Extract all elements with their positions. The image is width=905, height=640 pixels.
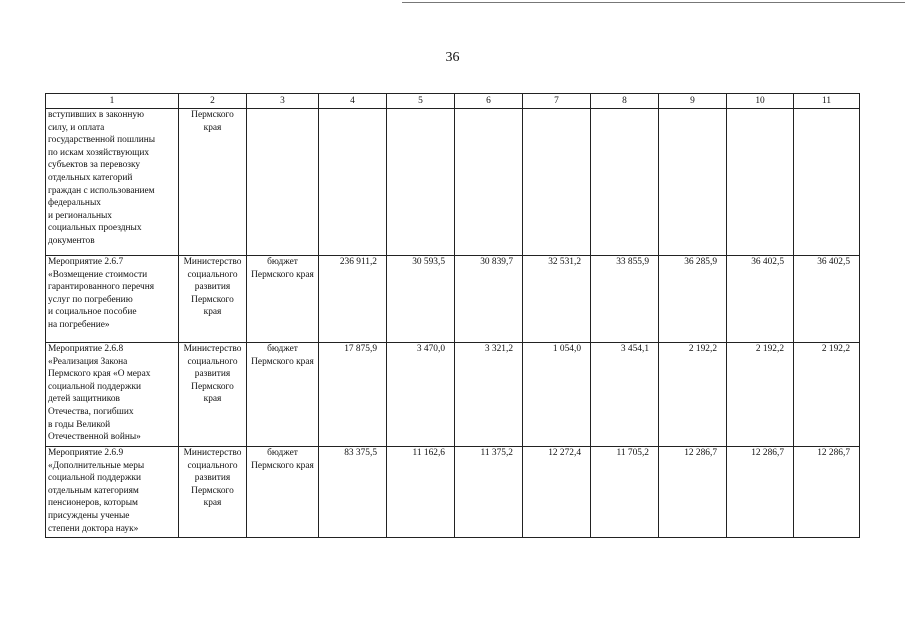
budget-table (45, 93, 860, 538)
value-cell: 83 375,5 (319, 447, 387, 538)
value-cell: 36 285,9 (659, 256, 727, 343)
value-cell: 32 531,2 (523, 256, 591, 343)
value-cell: 30 839,7 (455, 256, 523, 343)
value-cell (794, 109, 860, 256)
table-row (46, 256, 860, 343)
column-header: 11 (794, 94, 860, 109)
table-row (46, 343, 860, 447)
value-cell: 2 192,2 (727, 343, 794, 447)
value-cell (387, 109, 455, 256)
value-cell: 2 192,2 (659, 343, 727, 447)
funding-source-cell: бюджет Пермского края (247, 343, 319, 447)
column-header: 5 (387, 94, 455, 109)
header-row (46, 94, 860, 109)
executor-cell: Министерство социального развития Пермского края (179, 447, 247, 538)
activity-name-cell: Мероприятие 2.6.7 «Возмещение стоимости гарантированного перечня услуг по погребению и социальное пособие на погребение» (46, 256, 179, 343)
executor-cell: Министерство социального развития Пермского края (179, 256, 247, 343)
column-header: 2 (179, 94, 247, 109)
funding-source-cell: бюджет Пермского края (247, 447, 319, 538)
value-cell: 30 593,5 (387, 256, 455, 343)
column-header: 1 (46, 94, 179, 109)
value-cell: 12 286,7 (794, 447, 860, 538)
table-row (46, 447, 860, 538)
activity-name-cell: Мероприятие 2.6.8 «Реализация Закона Пермского края «О мерах социальной поддержки детей защитников Отечества, погибших в годы Великой Отечественной войны» (46, 343, 179, 447)
executor-cell: Пермского края (179, 109, 247, 256)
value-cell: 12 286,7 (659, 447, 727, 538)
value-cell: 36 402,5 (794, 256, 860, 343)
page-number: 36 (445, 50, 460, 65)
value-cell: 11 162,6 (387, 447, 455, 538)
activity-name-cell: Мероприятие 2.6.9 «Дополнительные меры социальной поддержки отдельным категориям пенсионеров, которым присуждены ученые степени доктора наук» (46, 447, 179, 538)
value-cell: 17 875,9 (319, 343, 387, 447)
funding-source-cell (247, 109, 319, 256)
funding-source-cell: бюджет Пермского края (247, 256, 319, 343)
value-cell (591, 109, 659, 256)
value-cell: 11 375,2 (455, 447, 523, 538)
value-cell: 1 054,0 (523, 343, 591, 447)
value-cell: 3 321,2 (455, 343, 523, 447)
value-cell (319, 109, 387, 256)
column-header: 9 (659, 94, 727, 109)
value-cell: 2 192,2 (794, 343, 860, 447)
table-row (46, 109, 860, 256)
activity-name-cell: вступивших в законную силу, и оплата государственной пошлины по искам хозяйствующих субъектов за перевозку отдельных категорий граждан с использованием федеральных и региональных социальных проездных документов (46, 109, 179, 256)
value-cell: 3 470,0 (387, 343, 455, 447)
value-cell (523, 109, 591, 256)
executor-cell: Министерство социального развития Пермского края (179, 343, 247, 447)
column-header: 10 (727, 94, 794, 109)
value-cell: 11 705,2 (591, 447, 659, 538)
column-header: 8 (591, 94, 659, 109)
value-cell (455, 109, 523, 256)
value-cell: 36 402,5 (727, 256, 794, 343)
column-header: 7 (523, 94, 591, 109)
value-cell (659, 109, 727, 256)
column-header: 3 (247, 94, 319, 109)
value-cell: 12 286,7 (727, 447, 794, 538)
value-cell: 12 272,4 (523, 447, 591, 538)
value-cell (727, 109, 794, 256)
column-header: 4 (319, 94, 387, 109)
value-cell: 236 911,2 (319, 256, 387, 343)
column-header: 6 (455, 94, 523, 109)
value-cell: 33 855,9 (591, 256, 659, 343)
top-border-line (402, 2, 905, 3)
value-cell: 3 454,1 (591, 343, 659, 447)
